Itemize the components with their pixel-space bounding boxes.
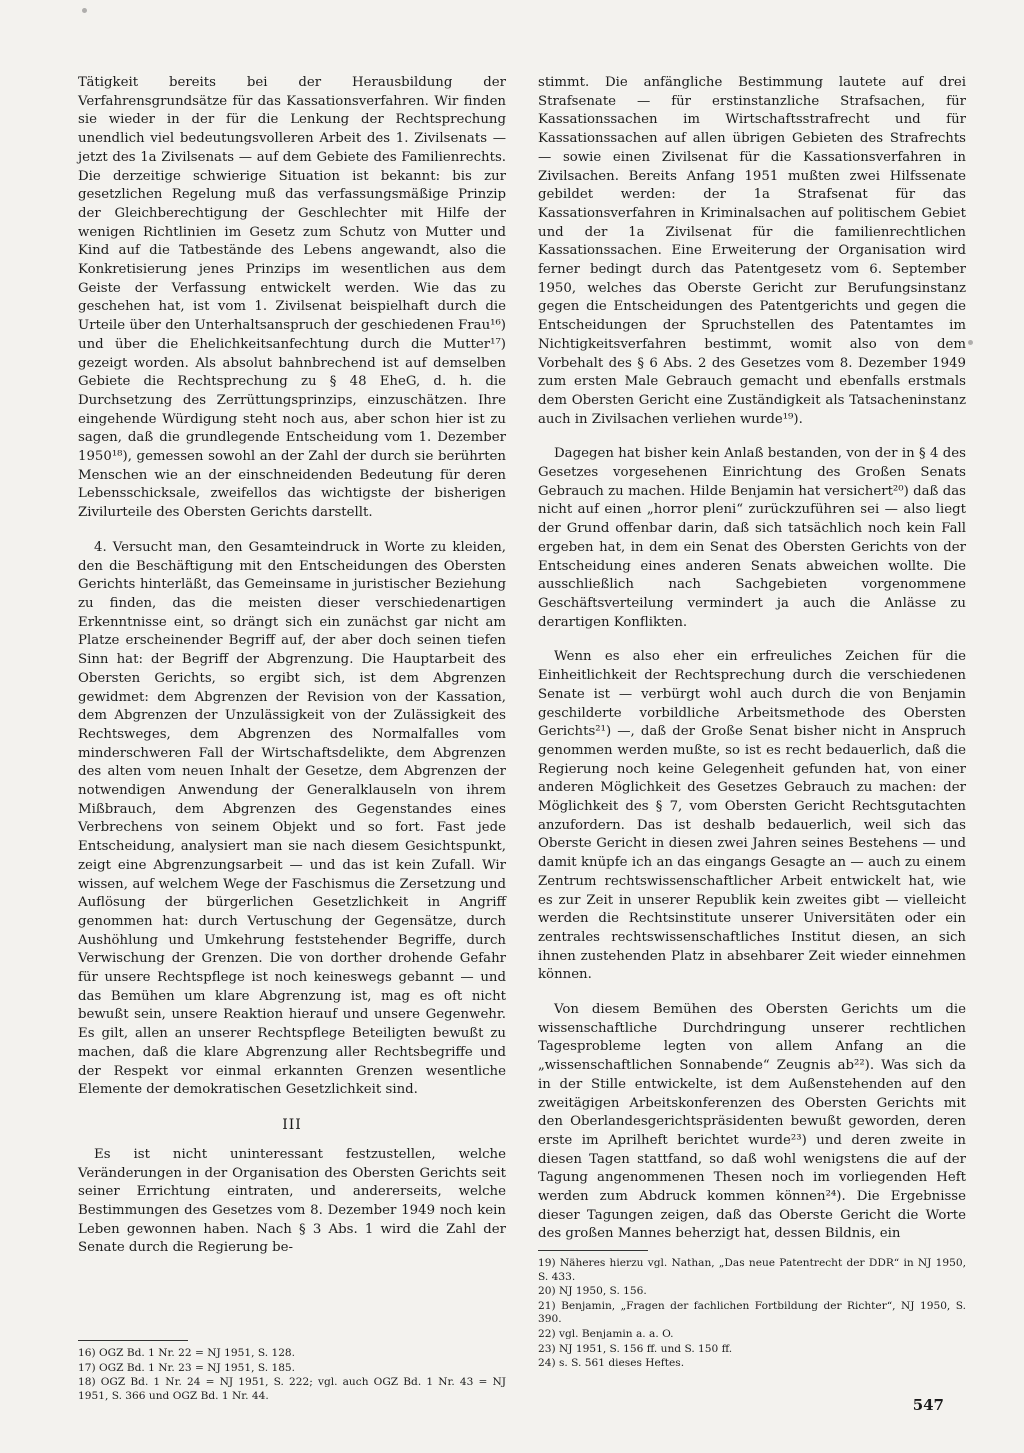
footnote: 19) Näheres hierzu vgl. Nathan, „Das neue Patentrecht der DDR“ in NJ 1950, S. 433. xyxy=(538,1257,966,1283)
footnote: 21) Benjamin, „Fragen der fachlichen Fortbildung der Richter“, NJ 1950, S. 390. xyxy=(538,1299,966,1326)
print-smudge xyxy=(82,8,87,13)
section-heading: III xyxy=(282,1116,302,1133)
paragraph: Wenn es also eher ein erfreuliches Zeichen für die Einheitlichkeit der Rechtsprechung durch die verschiedenen Senate ist — verbürgt wohl auch durch die von Benjamin geschilderte vorbildliche Arbeitsmethode des Obersten Gerichts²¹) —, daß der Große Senat bisher nicht in Anspruch genommen werden mußte, so ist es recht bedauerlich, daß die Regierung noch keine Gelegenheit gefunden hat, von einer anderen Möglichkeit des Gesetzes Gebrauch zu machen: der Möglichkeit des § 7, vom Obersten Gericht Rechtsgutachten anzufordern. Das ist deshalb bedauerlich, weil sich das Oberste Gericht in diesen zwei Jahren seines Bestehens — und damit knüpfe ich an das eingangs Gesagte an — auch zu einem Zentrum rechtswissenschaftlicher Arbeit entwickelt hat, wie es zur Zeit in unserer Republik kein zweites gibt — vielleicht werden die Rechtsinstitute unserer Universitäten oder ein zentrales rechtswissenschaftliches Institut diesen, an sich ihnen zustehenden Platz in absehbarer Zeit wieder einnehmen können. xyxy=(538,649,966,983)
footnote-separator xyxy=(538,1250,648,1251)
footnote: 18) OGZ Bd. 1 Nr. 24 = NJ 1951, S. 222; vgl. auch OGZ Bd. 1 Nr. 43 = NJ 1951, S. 366 und OGZ Bd. 1 Nr. 44. xyxy=(78,1376,506,1402)
footnote: 20) NJ 1950, S. 156. xyxy=(538,1285,647,1298)
footnotes-left xyxy=(78,1340,506,1404)
footnotes-right xyxy=(538,1250,966,1372)
footnote: 24) s. S. 561 dieses Heftes. xyxy=(538,1357,685,1370)
print-smudge xyxy=(968,340,973,345)
footnote-separator xyxy=(78,1340,188,1341)
left-column xyxy=(78,74,506,1274)
paragraph: 4. Versucht man, den Gesamteindruck in Worte zu kleiden, den die Beschäftigung mit den Entscheidungen des Obersten Gerichts hinterläßt, das Gemeinsame in juristischer Beziehung zu finden, das die meisten dieser verschiedenartigen Erkenntnisse eint, so drängt sich ein zunächst gar nicht am Platze erscheinender Begriff auf, der aber doch seinen tiefen Sinn hat: der Begriff der Abgrenzung. Die Hauptarbeit des Obersten Gerichts, so ergibt sich, ist dem Abgrenzen gewidmet: dem Abgrenzen der Revision von der Kassation, dem Abgrenzen der Unzulässigkeit von der Zulässigkeit des Rechtsweges, dem Abgrenzen des Normalfalles vom minderschweren Fall der Wirtschaftsdelikte, dem Abgrenzen des alten vom neuen Inhalt der Gesetze, dem Abgrenzen der notwendigen Anwendung der Generalklauseln von ihrem Mißbrauch, dem Abgrenzen des Gegenstandes eines Verbrechens von seinem Objekt und so fort. Fast jede Entscheidung, analysiert man sie nach diesem Gesichtspunkt, zeigt eine Abgrenzungsarbeit — und das ist kein Zufall. Wir wissen, auf welchem Wege der Faschismus die Zersetzung und Auflösung der bürgerlichen Gesetzlichkeit in Angriff genommen hat: durch Vertuschung der Gegensätze, durch Aushöhlung und Umkehrung feststehender Begriffe, durch Verwischung der Grenzen. Die von dorther drohende Gefahr für unsere Rechtspflege ist noch keineswegs gebannt — und das Bemühen um klare Abgrenzung ist, mag es oft nicht bewußt sein, unsere Reaktion hierauf und unsere Gegenwehr. Es gilt, allen an unserer Rechtspflege Beteiligten bewußt zu machen, daß die klare Abgrenzung aller Rechtsbegriffe und der Respekt vor einmal erkannten Grenzen wesentliche Elemente der demokratischen Gesetzlichkeit sind. xyxy=(78,539,506,1098)
footnote: 22) vgl. Benjamin a. a. O. xyxy=(538,1327,674,1340)
paragraph: Dagegen hat bisher kein Anlaß bestanden, von der in § 4 des Gesetzes vorgesehenen Einrichtung des Großen Senats Gebrauch zu machen. Hilde Benjamin hat versichert²⁰) daß das nicht auf einen „horror pleni“ zurückzuführen sei — also liegt der Grund offenbar darin, daß sich tatsächlich noch kein Fall ergeben hat, in dem ein Senat des Obersten Gerichts von der Entscheidung eines anderen Senats abweichen wollte. Die ausschließlich nach Sachgebieten vorgenommene Geschäftsverteilung vermindert ja auch die Anlässe zu derartigen Konflikten. xyxy=(538,446,966,630)
footnote: 23) NJ 1951, S. 156 ff. und S. 150 ff. xyxy=(538,1342,733,1355)
footnote: 16) OGZ Bd. 1 Nr. 22 = NJ 1951, S. 128. xyxy=(78,1347,296,1359)
paragraph: stimmt. Die anfängliche Bestimmung lautete auf drei Strafsenate — für erstinstanzliche Strafsachen, für Kassationssachen im Wirtschaftsstrafrecht und für Kassationssachen auf allen übrigen Gebieten des Strafrechts — sowie einen Zivilsenat für die Kassationsverfahren in Zivilsachen. Bereits Anfang 1951 mußten zwei Hilfssenate gebildet werden: der 1a Strafsenat für das Kassationsverfahren in Kriminalsachen auf politischem Gebiet und der 1a Zivilsenat für die familienrechtlichen Kassationssachen. Eine Erweiterung der Organisation wird ferner bedingt durch das Patentgesetz vom 6. September 1950, welches das Oberste Gericht zur Berufungsinstanz gegen die Entscheidungen des Patentgerichts und gegen die Entscheidungen der Spruchstellen des Patentamtes im Nichtigkeitsverfahren bestimmt, womit also von dem Vorbehalt des § 6 Abs. 2 des Gesetzes vom 8. Dezember 1949 zum ersten Male Gebrauch gemacht und ebenfalls erstmals dem Obersten Gericht eine Zuständigkeit als Tatsacheninstanz auch in Zivilsachen verliehen wurde¹⁹). xyxy=(538,75,966,427)
paragraph: Es ist nicht uninteressant festzustellen, welche Veränderungen in der Organisation des Obersten Gerichts seit seiner Errichtung eintraten, und andererseits, welche Bestimmungen des Gesetzes vom 8. Dezember 1949 noch kein Leben gewonnen haben. Nach § 3 Abs. 1 wird die Zahl der Senate durch die Regierung be- xyxy=(78,1146,506,1256)
paragraph: Von diesem Bemühen des Obersten Gerichts um die wissenschaftliche Durchdringung unserer rechtlichen Tagesprobleme legten von allem Anfang an die „wissenschaftlichen Sonnabende“ Zeugnis ab²²). Was sich da in der Stille entwickelte, ist dem Außenstehenden auf den zweitägigen Arbeitskonferenzen des Obersten Gerichts mit den Oberlandesgerichtspräsidenten bewußt geworden, deren erste im Aprilheft berichtet wurde²³) und deren zweite in diesen Tagen stattfand, so daß wohl wenigstens die auf der Tagung angenommenen Thesen noch im vorliegenden Heft werden zum Abdruck kommen können²⁴). Die Ergebnisse dieser Tagungen zeigen, daß das Oberste Gericht die Worte des großen Mannes beherzigt hat, dessen Bildnis, ein xyxy=(538,1002,966,1242)
footnote: 17) OGZ Bd. 1 Nr. 23 = NJ 1951, S. 185. xyxy=(78,1361,296,1374)
right-column xyxy=(538,74,966,1260)
page-number: 547 xyxy=(912,1396,944,1414)
paragraph: Tätigkeit bereits bei der Herausbildung der Verfahrensgrundsätze für das Kassationsverfahren. Wir finden sie wieder in der für die Lenkung der Rechtsprechung unendlich viel bedeutungsvolleren Arbeit des 1. Zivilsenats — jetzt des 1a Zivilsenats — auf dem Gebiete des Familienrechts. Die derzeitige schwierige Situation ist bekannt: bis zur gesetzlichen Regelung muß das verfassungsmäßige Prinzip der Gleichberechtigung der Geschlechter mit Hilfe der wenigen Richtlinien im Gesetz zum Schutz von Mutter und Kind auf die Tatbestände des Lebens angewandt, also die Konkretisierung jenes Prinzips im wesentlichen aus dem Geiste der Verfassung entwickelt werden. Wie das zu geschehen hat, ist vom 1. Zivilsenat beispielhaft durch die Urteile über den Unterhaltsanspruch der geschiedenen Frau¹⁶) und über die Ehelichkeitsanfechtung durch die Mutter¹⁷) gezeigt worden. Als absolut bahnbrechend ist auf demselben Gebiete die Rechtsprechung zu § 48 EheG, d. h. die Durchsetzung des Zerrüttungsprinzips, einzuschätzen. Ihre eingehende Würdigung steht noch aus, aber schon hier ist zu sagen, daß die grundlegende Entscheidung vom 1. Dezember 1950¹⁸), gemessen sowohl an der Zahl der durch sie berührten Menschen wie an der einschneidenden Bedeutung für deren Lebensschicksale, zweifellos das wichtigste der bisherigen Zivilurteile des Obersten Gerichts darstellt. xyxy=(78,75,506,521)
